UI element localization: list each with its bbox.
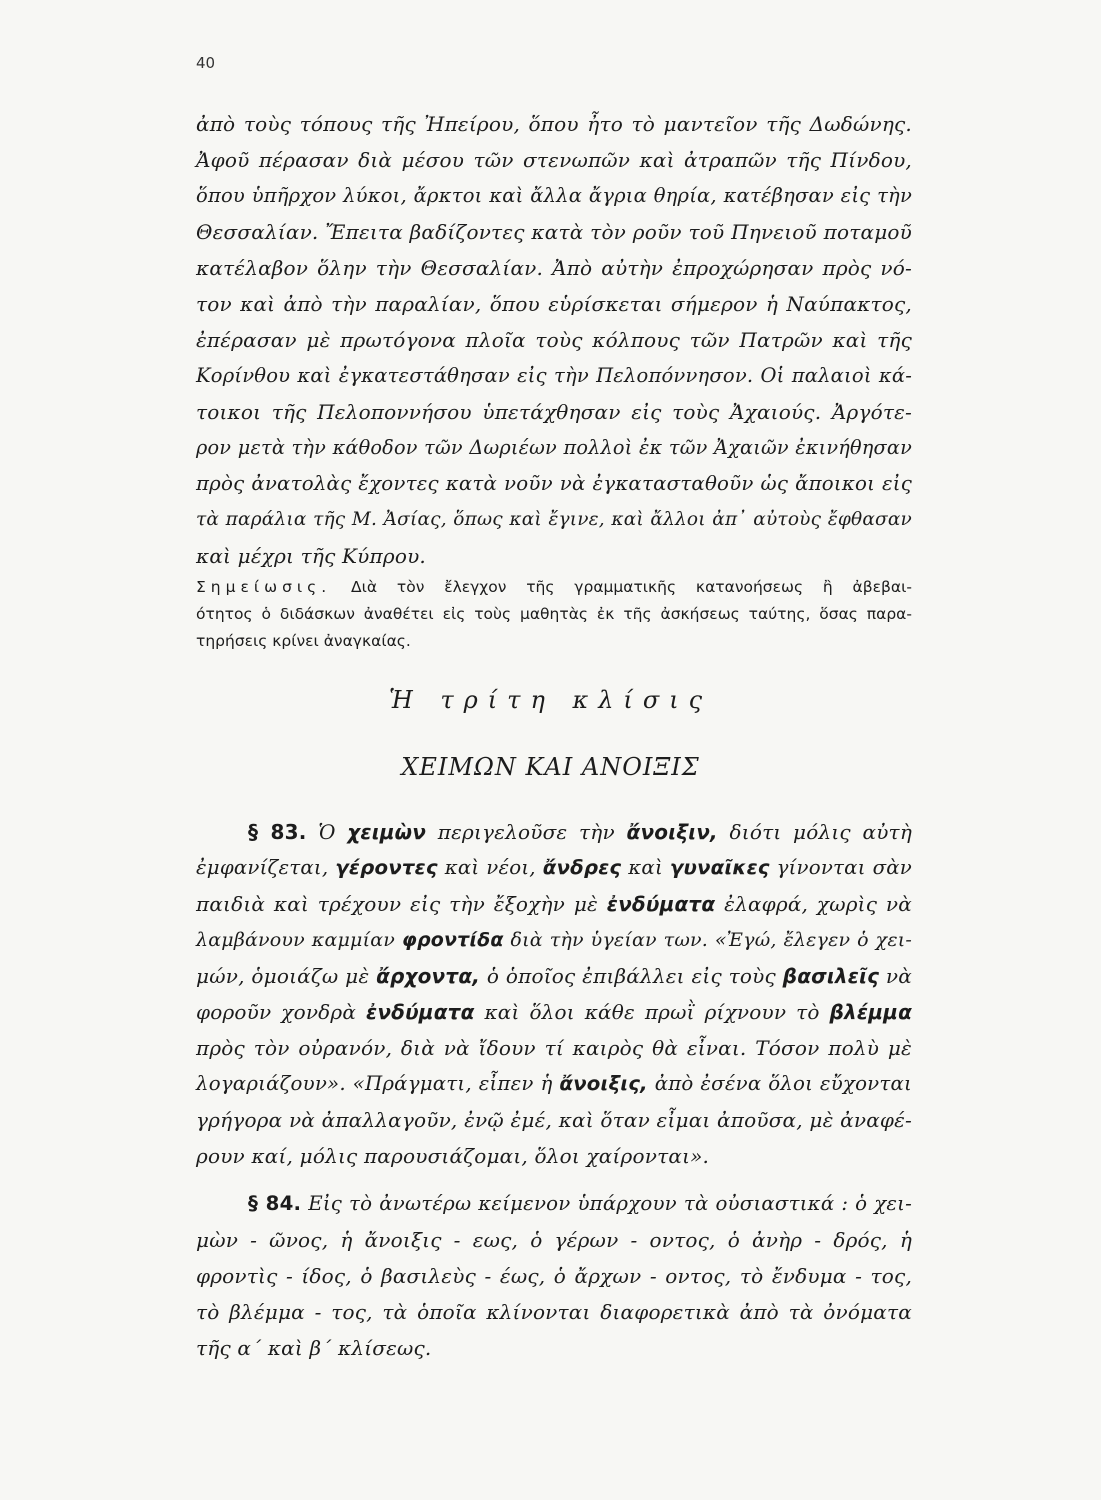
text-span: Εἰς τὸ ἀνωτέρω κείμενον ὑπάρχουν τὰ οὐσιαστικά : ὁ χει- xyxy=(308,1192,912,1215)
text-line: ρον μετὰ τὴν κάθοδον τῶν Δωριέων πολλοὶ ἐκ τῶν Ἀχαιῶν ἐκινήθησαν xyxy=(196,436,912,459)
text-span: μών, ὁμοιάζω μὲ xyxy=(196,964,370,988)
bold-word: ἄνοιξιν, xyxy=(626,820,718,844)
text-span: λαμβάνουν καμμίαν xyxy=(196,929,396,951)
text-span: διότι μόλις αὐτὴ xyxy=(729,820,913,844)
text-line xyxy=(248,818,912,846)
text-line: τον καὶ ἀπὸ τὴν παραλίαν, ὅπου εὑρίσκεται σήμερον ἡ Ναύπακτος, xyxy=(196,292,912,316)
bold-word: βλέμμα xyxy=(829,1000,913,1024)
text-line xyxy=(196,1070,912,1098)
text-span: φοροῦν χονδρὰ xyxy=(196,1000,357,1024)
text-span: διὰ τὴν ὑγείαν των. «Ἐγώ, ἔλεγεν ὁ χει- xyxy=(510,929,913,951)
text-span: περιγελοῦσε τὴν xyxy=(437,820,615,844)
text-line xyxy=(248,1190,912,1218)
text-span: ἐμφανίζεται, xyxy=(196,856,329,879)
text-span: νὰ xyxy=(885,964,912,988)
page-number: 40 xyxy=(196,54,216,72)
text-span: γίνονται σὰν xyxy=(776,856,912,879)
text-line: ρουν καί, μόλις παρουσιάζομαι, ὅλοι χαίρονται». xyxy=(196,1144,710,1168)
note-line: τηρήσεις κρίνει ἀναγκαίας. xyxy=(196,632,411,650)
bold-word: βασιλεῖς xyxy=(782,964,880,988)
text-line xyxy=(196,962,912,990)
text-line: κατέλαβον ὅλην τὴν Θεσσαλίαν. Ἀπὸ αὐτὴν ἐπροχώρησαν πρὸς νό- xyxy=(196,256,912,280)
text-line: τὰ παράλια τῆς Μ. Ἀσίας, ὅπως καὶ ἔγινε, καὶ ἄλλοι ἀπ᾽ αὐτοὺς ἔφθασαν xyxy=(196,509,912,530)
bold-word: ἐνδύματα xyxy=(366,1000,475,1024)
note-line xyxy=(196,574,912,600)
note-text: Διὰ τὸν ἔλεγχον τῆς γραμματικῆς κατανοήσεως ἢ ἀβεβαι- xyxy=(351,578,912,596)
section-title: ΧΕΙΜΩΝ ΚΑΙ ΑΝΟΙΞΙΣ xyxy=(401,753,700,781)
bold-word: φροντίδα xyxy=(401,929,504,951)
text-line: ἀπὸ τοὺς τόπους τῆς Ἠπείρου, ὅπου ἦτο τὸ μαντεῖον τῆς Δωδώνης. xyxy=(196,112,912,136)
bold-word: ἄρχοντα, xyxy=(376,964,481,988)
text-span: ὁ ὁποῖος ἐπιβάλλει εἰς τοὺς xyxy=(486,964,776,988)
text-line: μὼν - ῶνος, ἡ ἄνοιξις - εως, ὁ γέρων - οντος, ὁ ἀνὴρ - δρός, ἡ xyxy=(196,1228,912,1252)
text-line: φροντὶς - ίδος, ὁ βασιλεὺς - έως, ὁ ἄρχων - οντος, τὸ ἔνδυμα - τος, xyxy=(196,1264,912,1288)
text-line: τοικοι τῆς Πελοποννήσου ὑπετάχθησαν εἰς τοὺς Ἀχαιούς. Ἀργότε- xyxy=(196,400,912,424)
text-line xyxy=(196,890,912,918)
text-line: ἐπέρασαν μὲ πρωτόγονα πλοῖα τοὺς κόλπους τῶν Πατρῶν καὶ τῆς xyxy=(196,328,912,352)
section-number: § 84. xyxy=(248,1192,302,1215)
text-line: γρήγορα νὰ ἀπαλλαγοῦν, ἐνῷ ἐμέ, καὶ ὅταν εἶμαι ἀποῦσα, μὲ ἀναφέ- xyxy=(196,1108,912,1132)
bold-word: γέροντες xyxy=(335,856,438,879)
bold-word: ἐνδύματα xyxy=(606,892,716,916)
text-span: ἐλαφρά, χωρὶς νὰ xyxy=(724,892,912,916)
bold-word: ἄνδρες xyxy=(542,856,622,879)
text-line: πρὸς τὸν οὐρανόν, διὰ νὰ ἴδουν τί καιρὸς θὰ εἶναι. Τόσον πολὺ μὲ xyxy=(196,1036,912,1060)
text-line: τὸ βλέμμα - τος, τὰ ὁποῖα κλίνονται διαφορετικὰ ἀπὸ τὰ ὀνόματα xyxy=(196,1300,912,1324)
text-line: καὶ μέχρι τῆς Κύπρου. xyxy=(196,544,426,568)
text-line: τῆς α΄ καὶ β΄ κλίσεως. xyxy=(196,1336,432,1360)
section-heading: Ἡ τρίτη κλίσις xyxy=(388,686,713,714)
section-number: § 83. xyxy=(248,820,307,844)
bold-word: γυναῖκες xyxy=(669,856,770,879)
text-span: Ὁ xyxy=(318,820,336,844)
text-span: καὶ νέοι, xyxy=(444,856,536,879)
text-span: καὶ ὅλοι κάθε πρωῒ ρίχνουν τὸ xyxy=(484,1000,820,1024)
note-label: Σημείωσις. xyxy=(196,578,332,596)
text-span: καὶ xyxy=(628,856,663,879)
bold-word: ἄνοιξις, xyxy=(559,1072,648,1095)
note-line: ότητος ὁ διδάσκων ἀναθέτει εἰς τοὺς μαθητὰς ἐκ τῆς ἀσκήσεως ταύτης, ὅσας παρα- xyxy=(196,605,912,623)
bold-word: χειμὼν xyxy=(347,820,427,844)
text-line: Θεσσαλίαν. Ἔπειτα βαδίζοντες κατὰ τὸν ροῦν τοῦ Πηνειοῦ ποταμοῦ xyxy=(196,220,912,244)
text-line xyxy=(196,998,912,1026)
text-line: ὅπου ὑπῆρχον λύκοι, ἄρκτοι καὶ ἄλλα ἄγρια θηρία, κατέβησαν εἰς τὴν xyxy=(196,184,912,207)
text-span: ἀπὸ ἐσένα ὅλοι εὔχονται xyxy=(654,1072,912,1095)
text-line xyxy=(196,854,912,882)
text-span: λογαριάζουν». «Πράγματι, εἶπεν ἡ xyxy=(196,1072,553,1095)
text-line: Ἀφοῦ πέρασαν διὰ μέσου τῶν στενωπῶν καὶ ἀτραπῶν τῆς Πίνδου, xyxy=(196,148,912,172)
text-line: πρὸς ἀνατολὰς ἔχοντες κατὰ νοῦν νὰ ἐγκατασταθοῦν ὡς ἄποικοι εἰς xyxy=(196,472,912,495)
text-span: παιδιὰ καὶ τρέχουν εἰς τὴν ἔξοχὴν μὲ xyxy=(196,892,598,916)
text-line xyxy=(196,926,912,954)
text-line: Κορίνθου καὶ ἐγκατεστάθησαν εἰς τὴν Πελοπόννησον. Οἱ παλαιοὶ κά- xyxy=(196,364,912,387)
